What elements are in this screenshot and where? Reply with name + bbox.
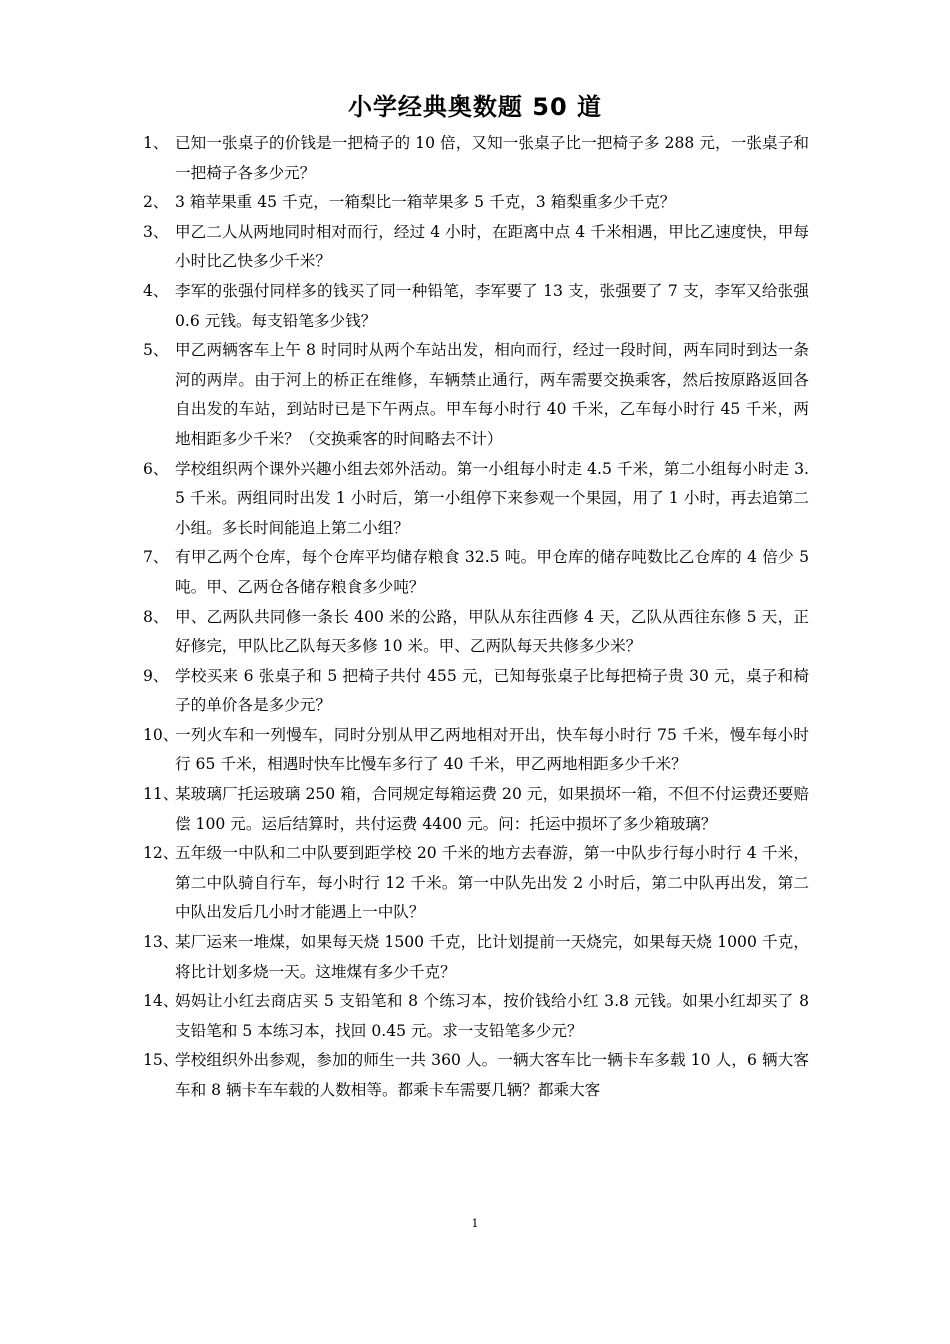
problem-list: [143, 129, 809, 1106]
problem-number: 4、: [143, 281, 169, 300]
problem-text: 李军的张强付同样多的钱买了同一种铅笔，李军要了 13 支，张强要了 7 支，李军又给张强 0.6 元钱。每支铅笔多少钱？: [175, 281, 809, 330]
problem-text: 甲乙两辆客车上午 8 时同时从两个车站出发，相向而行，经过一段时间，两车同时到达一条河的两岸。由于河上的桥正在维修，车辆禁止通行，两车需要交换乘客，然后按原路返回各自出发的车站，到站时已是下午两点。甲车每小时行 40 千米，乙车每小时行 45 千米，两地相距多少千米？（交换乘客的时间略去不计）: [175, 341, 809, 448]
problem-number: 12、: [143, 844, 179, 863]
problem-item: [143, 129, 809, 188]
problem-item: [143, 1046, 809, 1105]
problem-text: 学校组织外出参观，参加的师生一共 360 人。一辆大客车比一辆卡车多载 10 人，6 辆大客车和 8 辆卡车车载的人数相等。都乘卡车需要几辆？都乘大客: [175, 1051, 809, 1099]
problem-item: [143, 721, 809, 780]
problem-item: [143, 662, 809, 721]
problem-item: [143, 218, 809, 277]
problem-text: 一列火车和一列慢车，同时分别从甲乙两地相对开出，快车每小时行 75 千米，慢车每小时行 65 千米，相遇时快车比慢车多行了 40 千米，甲乙两地相距多少千米？: [175, 725, 809, 774]
problem-text: 甲、乙两队共同修一条长 400 米的公路，甲队从东往西修 4 天，乙队从西往东修 5 天，正好修完，甲队比乙队每天多修 10 米。甲、乙两队每天共修多少米？: [175, 607, 809, 656]
problem-item: [143, 277, 809, 336]
problem-number: 13、: [143, 933, 179, 952]
problem-text: 某厂运来一堆煤，如果每天烧 1500 千克，比计划提前一天烧完，如果每天烧 1000 千克，将比计划多烧一天。这堆煤有多少千克？: [175, 933, 809, 981]
problem-number: 5、: [143, 341, 169, 360]
problem-item: [143, 455, 809, 544]
problem-item: [143, 780, 809, 839]
problem-number: 11、: [143, 785, 179, 804]
problem-text: 某玻璃厂托运玻璃 250 箱，合同规定每箱运费 20 元，如果损坏一箱，不但不付运费还要赔偿 100 元。运后结算时，共付运费 4400 元。问：托运中损坏了多少箱玻璃？: [175, 785, 809, 833]
page-title: 小学经典奥数题 50 道: [347, 93, 603, 121]
problem-number: 3、: [143, 222, 169, 241]
problem-item: [143, 987, 809, 1046]
problem-text: 五年级一中队和二中队要到距学校 20 千米的地方去春游，第一中队步行每小时行 4 千米，第二中队骑自行车，每小时行 12 千米。第一中队先出发 2 小时后，第二中队再出发，第二中队出发后几小时才能遇上一中队？: [175, 844, 809, 922]
problem-number: 9、: [143, 666, 169, 685]
problem-item: [143, 839, 809, 928]
page-number: 1: [471, 1217, 479, 1230]
problem-number: 1、: [143, 134, 169, 152]
problem-text: 学校买来 6 张桌子和 5 把椅子共付 455 元，已知每张桌子比每把椅子贵 30 元，桌子和椅子的单价各是多少元？: [175, 666, 809, 715]
problem-number: 15、: [143, 1051, 179, 1070]
problem-number: 10、: [143, 725, 179, 744]
problem-item: [143, 603, 809, 662]
problem-number: 2、: [143, 193, 169, 212]
problem-text: 学校组织两个课外兴趣小组去郊外活动。第一小组每小时走 4.5 千米，第二小组每小时走 3.5 千米。两组同时出发 1 小时后，第一小组停下来参观一个果园，用了 1 小时，再去追第二小组。多长时间能追上第二小组？: [175, 459, 809, 537]
problem-text: 已知一张桌子的价钱是一把椅子的 10 倍，又知一张桌子比一把椅子多 288 元，一张桌子和一把椅子各多少元？: [175, 134, 809, 182]
problem-item: [143, 543, 809, 602]
problem-text: 妈妈让小红去商店买 5 支铅笔和 8 个练习本，按价钱给小红 3.8 元钱。如果小红却买了 8 支铅笔和 5 本练习本，找回 0.45 元。求一支铅笔多少元？: [175, 992, 809, 1040]
problem-text: 3 箱苹果重 45 千克，一箱梨比一箱苹果多 5 千克，3 箱梨重多少千克？: [175, 193, 676, 212]
problem-text: 甲乙二人从两地同时相对而行，经过 4 小时，在距离中点 4 千米相遇，甲比乙速度快，甲每小时比乙快多少千米？: [175, 222, 809, 271]
problem-text: 有甲乙两个仓库，每个仓库平均储存粮食 32.5 吨。甲仓库的储存吨数比乙仓库的 4 倍少 5 吨。甲、乙两仓各储存粮食多少吨？: [175, 548, 809, 596]
problem-item: [143, 928, 809, 987]
problem-number: 14、: [143, 992, 179, 1011]
problem-number: 6、: [143, 459, 169, 478]
problem-item: [143, 336, 809, 454]
problem-item: [143, 188, 809, 218]
problem-number: 7、: [143, 548, 169, 567]
problem-number: 8、: [143, 607, 169, 626]
